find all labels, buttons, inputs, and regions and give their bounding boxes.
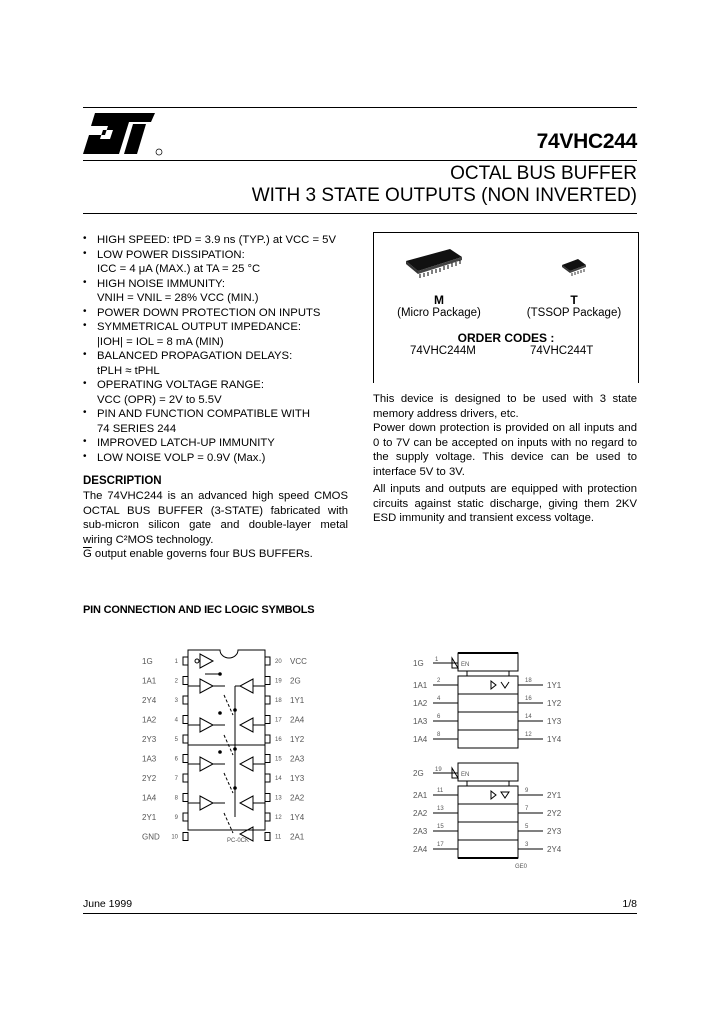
feature-text: PIN AND FUNCTION COMPATIBLE WITH: [97, 408, 310, 420]
pin-label: VCC: [290, 657, 307, 666]
iec-input-num: 11: [437, 788, 444, 794]
iec-input-label: 2A2: [413, 809, 428, 818]
feature-text: IMPROVED LATCH-UP IMMUNITY: [97, 437, 275, 449]
description-title: DESCRIPTION: [83, 475, 162, 487]
pin-diagram-caption: PC-0CK: [226, 838, 250, 844]
feature-item: • OPERATING VOLTAGE RANGE: VCC (OPR) = 2V to 5.5V: [80, 378, 360, 407]
iec-input-num: 15: [437, 824, 444, 830]
pin-number: 8: [174, 795, 178, 802]
pin-label: 1Y1: [290, 696, 305, 705]
pin-label: 1A3: [142, 754, 157, 764]
iec-input-num: 4: [437, 696, 441, 702]
feature-item: • PIN AND FUNCTION COMPATIBLE WITH 74 SERIES 244: [80, 407, 360, 436]
pin-number: 18: [275, 698, 282, 704]
iec-logic-symbol-1: [375, 650, 575, 765]
pin-pad: [265, 774, 270, 782]
feature-detail: tPLH ≈ tPHL: [97, 364, 160, 377]
iec-input-num: 8: [437, 732, 441, 738]
pin-number: 13: [275, 795, 282, 802]
iec-input-label: 1A3: [413, 717, 428, 726]
pin-number: 3: [174, 698, 178, 704]
pin-label: 1Y2: [290, 735, 305, 744]
pin-number: 1: [174, 659, 178, 665]
iec-input-num: 13: [437, 806, 444, 812]
iec-output-num: 5: [525, 824, 529, 830]
pin-number: 14: [275, 776, 282, 782]
features-list: [80, 233, 360, 465]
iec-enable-label: 2G: [413, 769, 424, 778]
feature-detail: 74 SERIES 244: [97, 422, 177, 435]
g-overline: $\overline{G}$: [83, 548, 92, 561]
pin-number: 20: [275, 659, 282, 665]
pin-pad: [183, 755, 188, 763]
pin-label: 2A1: [290, 832, 305, 842]
iec-input-num: 6: [437, 714, 441, 720]
tssop-package-letter: T: [570, 293, 578, 307]
feature-detail: VNIH = VNIL = 28% VCC (MIN.): [97, 292, 259, 304]
iec-output-label: 1Y3: [547, 717, 562, 726]
pin-label: 1A2: [142, 715, 157, 725]
feature-text: BALANCED PROPAGATION DELAYS:: [97, 350, 293, 362]
feature-item: • LOW NOISE VOLP = 0.9V (Max.): [83, 450, 266, 464]
footer-page: 1/8: [622, 898, 637, 910]
pin-number: 16: [275, 737, 282, 743]
iec-output-num: 18: [525, 678, 532, 684]
pin-label: 2A2: [290, 793, 305, 803]
feature-item: • BALANCED PROPAGATION DELAYS: tPLH ≈ tPHL: [80, 349, 360, 378]
pin-pad: [265, 677, 270, 685]
iec-output-label: 2Y1: [547, 791, 562, 800]
iec-output-label: 2Y4: [547, 845, 562, 854]
top-rule: [83, 107, 637, 108]
tssop-package-image: [560, 257, 588, 282]
iec-output-num: 16: [525, 696, 532, 702]
pin-label: 2A4: [290, 715, 305, 725]
pin-number: 9: [174, 815, 178, 821]
pin-pad: [183, 696, 188, 704]
pin-label: 1Y3: [290, 774, 305, 783]
iec-input-label: 2A3: [413, 827, 428, 836]
micro-package-image: [404, 247, 464, 284]
iec-logic-symbol-2: [375, 760, 575, 875]
pin-label: 2Y1: [142, 813, 157, 822]
pin-number: 10: [171, 834, 178, 841]
iec-output-label: 1Y1: [547, 681, 562, 690]
iec-output-num: 14: [525, 714, 532, 720]
pin-pad: [183, 735, 188, 743]
feature-text: LOW NOISE VOLP = 0.9V (Max.): [97, 451, 266, 464]
iec-enable-label: 1G: [413, 659, 424, 668]
pin-label: 2Y4: [142, 696, 157, 705]
pin-number: 17: [275, 717, 282, 724]
iec-enable-num: 19: [435, 767, 442, 773]
iec-output-num: 3: [525, 842, 529, 848]
iec-caption: GE0: [515, 864, 528, 870]
pin-label: GND: [142, 832, 160, 842]
feature-text: POWER DOWN PROTECTION ON INPUTS: [97, 306, 321, 319]
pin-number: 19: [275, 678, 282, 685]
part-number: 74VHC244: [536, 130, 637, 153]
pin-pad: [265, 794, 270, 802]
pin-label: 2A3: [290, 754, 305, 764]
iec-output-label: 1Y2: [547, 699, 562, 708]
pin-pad: [265, 696, 270, 704]
pin-pad: [183, 833, 188, 841]
pin-pad: [183, 716, 188, 724]
iec-input-label: 1A2: [413, 699, 428, 708]
pin-pad: [183, 774, 188, 782]
feature-text: HIGH NOISE IMMUNITY:: [97, 277, 226, 290]
feature-text: LOW POWER DISSIPATION:: [97, 248, 245, 261]
feature-item: • HIGH NOISE IMMUNITY: VNIH = VNIL = 28% VCC (MIN.): [80, 277, 360, 306]
iec-input-label: 2A4: [413, 845, 428, 854]
feature-detail: |IOH| = IOL = 8 mA (MIN): [97, 335, 224, 348]
pin-pad: [183, 677, 188, 685]
micro-package-name: (Micro Package): [397, 307, 481, 319]
pin-number: 12: [275, 815, 282, 821]
pin-label: 2G: [290, 676, 301, 686]
order-code-m: 74VHC244M: [410, 345, 476, 357]
st-logo: [83, 110, 163, 161]
tssop-package-name: (TSSOP Package): [526, 307, 622, 319]
subtitle-rule: [83, 213, 637, 214]
footer-date: June 1999: [83, 898, 133, 910]
feature-item: • HIGH SPEED: tPD = 3.9 ns (TYP.) at VCC = 5V: [83, 233, 336, 246]
iec-output-label: 1Y4: [547, 735, 562, 744]
feature-text: HIGH SPEED: tPD = 3.9 ns (TYP.) at VCC = 5V: [97, 234, 336, 246]
feature-text: SYMMETRICAL OUTPUT IMPEDANCE:: [97, 321, 301, 333]
feature-detail: VCC (OPR) = 2V to 5.5V: [97, 393, 222, 406]
feature-text: OPERATING VOLTAGE RANGE:: [97, 379, 264, 391]
iec-enable-num: 1: [435, 657, 439, 663]
pin-pad: [183, 813, 188, 821]
pin-section-title: PIN CONNECTION AND IEC LOGIC SYMBOLS: [83, 604, 315, 616]
pin-pad: [265, 735, 270, 743]
pin-number: 6: [174, 756, 178, 763]
iec-input-num: 17: [437, 842, 444, 848]
device-paragraph-2: Power down protection is provided on all inputs and 0 to 7V can be accepted on inputs with no regard to the supply voltage. This device can be used to interface 5V to 3V.: [373, 422, 637, 478]
footer-rule: [83, 913, 637, 914]
pin-pad: [265, 716, 270, 724]
iec-input-label: 1A4: [413, 735, 428, 744]
micro-package-letter: M: [434, 293, 444, 307]
pin-connection-diagram: [140, 645, 340, 875]
feature-item: • IMPROVED LATCH-UP IMMUNITY: [83, 436, 275, 449]
pin-pad: [265, 755, 270, 763]
iec-output-num: 9: [525, 788, 529, 794]
pin-pad: [265, 833, 270, 841]
iec-output-num: 12: [525, 732, 532, 738]
description-body: [83, 489, 348, 562]
pin-number: 7: [174, 776, 178, 782]
order-codes-title: ORDER CODES :: [457, 331, 555, 345]
pin-pad: [183, 657, 188, 665]
pin-label: 1A1: [142, 676, 157, 686]
feature-item: • POWER DOWN PROTECTION ON INPUTS: [83, 305, 321, 319]
pin-label: 1Y4: [290, 813, 305, 822]
subtitle-line2: WITH 3 STATE OUTPUTS (NON INVERTED): [251, 185, 637, 206]
pin-label: 1A4: [142, 793, 157, 803]
title-rule: [83, 160, 637, 161]
package-box: [373, 232, 639, 383]
subtitle-line1: OCTAL BUS BUFFER: [450, 163, 637, 184]
pin-number: 5: [174, 737, 178, 743]
enable-code: EN: [461, 772, 470, 778]
description-paragraph: The 74VHC244 is an advanced high speed CMOS OCTAL BUS BUFFER (3-STATE) fabricated with sub-micron silicon gate and double-layer metal wiring C²MOS technology.: [83, 490, 348, 546]
pin-label: 1G: [142, 657, 153, 666]
iec-input-label: 1A1: [413, 681, 428, 690]
pin-label: 2Y3: [142, 735, 157, 744]
pin-pad: [265, 813, 270, 821]
feature-detail: ICC = 4 μA (MAX.) at TA = 25 °C: [97, 263, 261, 275]
iec-input-label: 2A1: [413, 791, 428, 800]
enable-code: EN: [461, 662, 470, 668]
pin-pad: [183, 794, 188, 802]
description-enable-text: output enable governs four BUS BUFFERs.: [91, 548, 313, 561]
feature-item: • SYMMETRICAL OUTPUT IMPEDANCE: |IOH| = IOL = 8 mA (MIN): [80, 320, 360, 349]
device-description: [373, 392, 637, 526]
iec-output-num: 7: [525, 806, 529, 812]
pin-number: 4: [174, 717, 178, 724]
description-enable-line: [83, 547, 348, 562]
device-paragraph-1: This device is designed to be used with 3 state memory address drivers, etc.: [373, 393, 637, 420]
iec-output-label: 2Y2: [547, 809, 562, 818]
pin-number: 2: [174, 678, 178, 685]
pin-number: 11: [275, 834, 282, 841]
device-paragraph-3: All inputs and outputs are equipped with protection circuits against static discharge, giving them 2KV ESD immunity and transient excess voltage.: [373, 483, 637, 524]
pin-pad: [265, 657, 270, 665]
order-code-t: 74VHC244T: [530, 345, 594, 357]
pin-number: 15: [275, 756, 282, 763]
iec-output-label: 2Y3: [547, 827, 562, 836]
pin-label: 2Y2: [142, 774, 157, 783]
iec-input-num: 2: [437, 678, 441, 684]
feature-item: • LOW POWER DISSIPATION: ICC = 4 μA (MAX.) at TA = 25 °C: [80, 248, 360, 277]
